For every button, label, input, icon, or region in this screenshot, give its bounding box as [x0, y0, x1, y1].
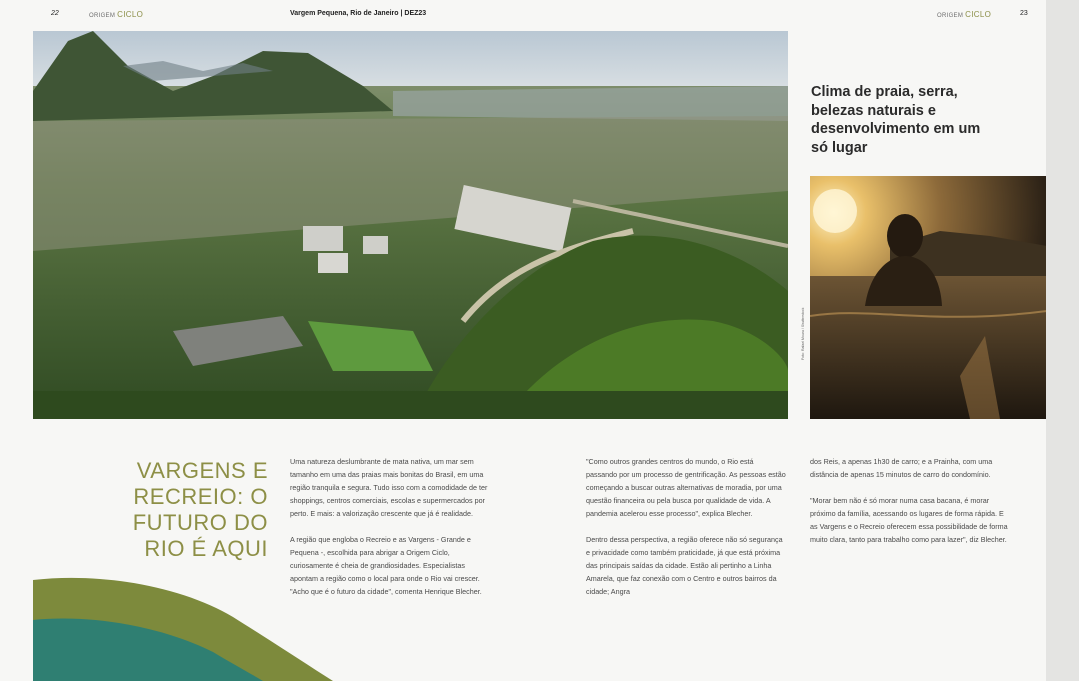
logo-big-text: CICLO — [965, 10, 992, 19]
right-logo — [937, 10, 991, 19]
headline-line-2: RECREIO: O — [133, 484, 268, 509]
article-headline — [110, 458, 268, 562]
page-edge — [1046, 0, 1079, 681]
headline-line-1: VARGENS E — [136, 458, 268, 483]
paragraph: "Morar bem não é só morar numa casa bacana, é morar próximo da família, acessando os lugares de forma rápida. E as Vargens e o Recreio oferecem essa possibilidade de forma muito clara, tanto para trabalho como para lazer", diz Blecher. — [810, 496, 1008, 544]
body-column-2 — [586, 455, 786, 611]
surfer-photo — [810, 176, 1047, 419]
logo-small-text: ORIGEM — [89, 13, 116, 19]
decorative-wave — [33, 572, 333, 681]
headline-line-4: RIO É AQUI — [144, 536, 268, 561]
page-subtitle: Clima de praia, serra, belezas naturais e desenvolvimento em um só lugar — [811, 84, 981, 156]
issue-line: Vargem Pequena, Rio de Janeiro | DEZ23 — [290, 10, 427, 17]
paragraph: A região que engloba o Recreio e as Vargens - Grande e Pequena -, escolhida para abrigar a Origem Ciclo, curiosamente é cheia de grandiosidades. Especialistas apontam a região como o local para onde o Rio vai crescer. "Acho que é o futuro da cidade", comenta Henrique Blecher. — [290, 535, 482, 596]
surfer-sunset-image — [810, 176, 1047, 419]
headline-line-3: FUTURO DO — [132, 510, 268, 535]
aerial-photo — [33, 31, 788, 419]
paragraph: Uma natureza deslumbrante de mata nativa, um mar sem tamanho em uma das praias mais bonitas do Brasil, em uma região tranquila e segura. Tudo isso com a comodidade de ter shoppings, centros comerciais, escolas e supermercados por perto. E mais: a valorização crescente que já é realidade. — [290, 457, 488, 518]
paragraph: "Como outros grandes centros do mundo, o Rio está passando por um processo de gentrificação. As pessoas estão começando a buscar outras alternativas de moradia, por uma questão financeira ou pela busca por qualidade de vida. A pandemia acelerou esse processo", explica Blecher. — [586, 457, 786, 518]
left-page-number: 22 — [51, 10, 59, 17]
paragraph: Dentro dessa perspectiva, a região oferece não só segurança e privacidade como também praticidade, já que está próxima das principais saídas da cidade. Estão ali pertinho a Linha Amarela, que faz conexão com o Centro e outros bairros da cidade; Angra — [586, 535, 783, 596]
right-page-number: 23 — [1020, 10, 1028, 17]
aerial-landscape-image — [33, 31, 788, 419]
logo-small-text: ORIGEM — [937, 13, 964, 19]
logo-big-text: CICLO — [117, 10, 144, 19]
left-logo — [89, 10, 143, 19]
paragraph: dos Reis, a apenas 1h30 de carro; e a Prainha, com uma distância de apenas 15 minutos de carro do condomínio. — [810, 457, 993, 479]
photo-credit: Foto: Rafael Moura / Shutterstock — [801, 307, 805, 360]
body-column-3 — [810, 455, 1010, 559]
